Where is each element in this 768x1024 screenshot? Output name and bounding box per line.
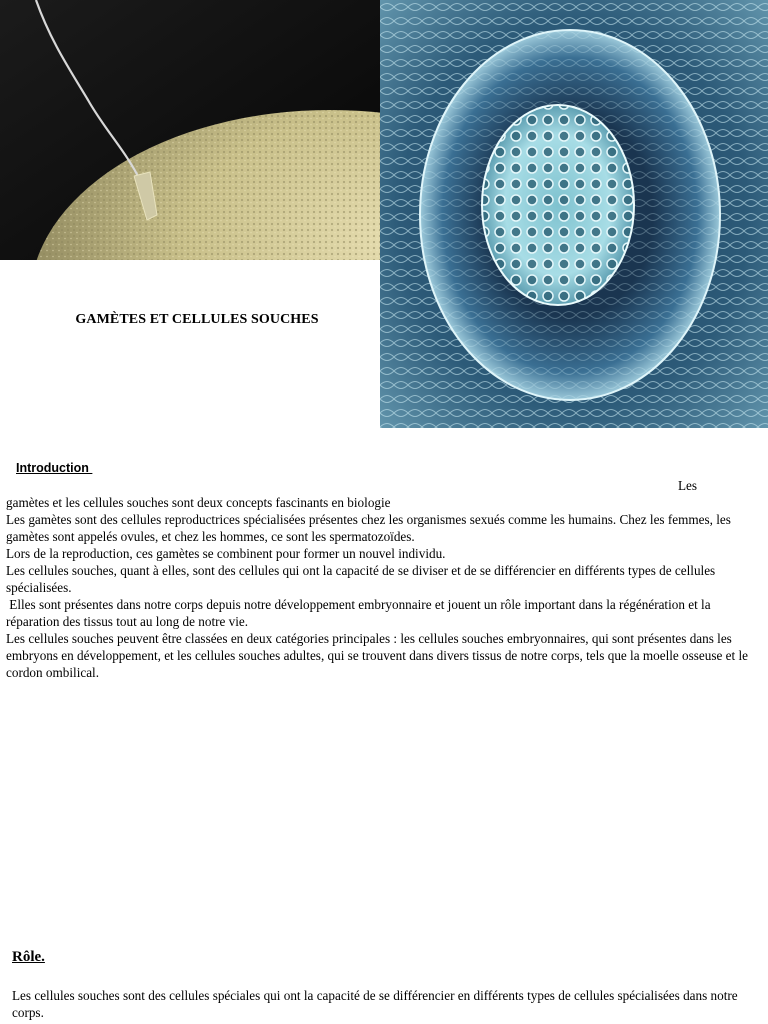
sperm-egg-image: [0, 0, 380, 260]
intro-paragraph: Lors de la reproduction, ces gamètes se combinent pour former un nouvel individu.: [6, 546, 446, 561]
intro-paragraph: Les cellules souches, quant à elles, sont des cellules qui ont la capacité de se diviser et de se différencier en différents types de cellules spécialisées.: [6, 563, 716, 595]
stem-cell-image: [380, 0, 768, 428]
sperm-egg-illustration-icon: [0, 0, 380, 260]
intro-paragraph: Les cellules souches peuvent être classées en deux catégories principales : les cellules souches embryonnaires, qui sont présentes dans les embryons en développement, et les cellules souches adultes, qui se trouvent dans divers tissus de notre corps, tels que la moelle osseuse et le cordon ombilical.: [6, 631, 748, 680]
role-heading: Rôle.: [12, 949, 45, 965]
intro-paragraph: gamètes et les cellules souches sont deux concepts fascinants en biologie: [6, 495, 391, 510]
introduction-lead-word: Les: [678, 478, 698, 493]
introduction-heading: Introduction: [16, 461, 93, 475]
intro-paragraph: Elles sont présentes dans notre corps depuis notre développement embryonnaire et jouent un rôle important dans la régénération et la réparation des tissus tout au long de notre vie.: [6, 597, 714, 629]
document-title: GAMÈTES ET CELLULES SOUCHES: [75, 312, 319, 327]
role-paragraph: Les cellules souches sont des cellules spéciales qui ont la capacité de se différencier en différents types de cellules spécialisées dans notre corps.: [12, 988, 738, 1020]
intro-paragraph: Les gamètes sont des cellules reproductrices spécialisées présentes chez les organismes sexués comme les humains. Chez les femmes, les gamètes sont appelés ovules, et chez les hommes, ce sont les spermatozoïdes.: [6, 512, 731, 544]
stem-cell-illustration-icon: [380, 0, 768, 428]
introduction-body: [6, 494, 758, 681]
